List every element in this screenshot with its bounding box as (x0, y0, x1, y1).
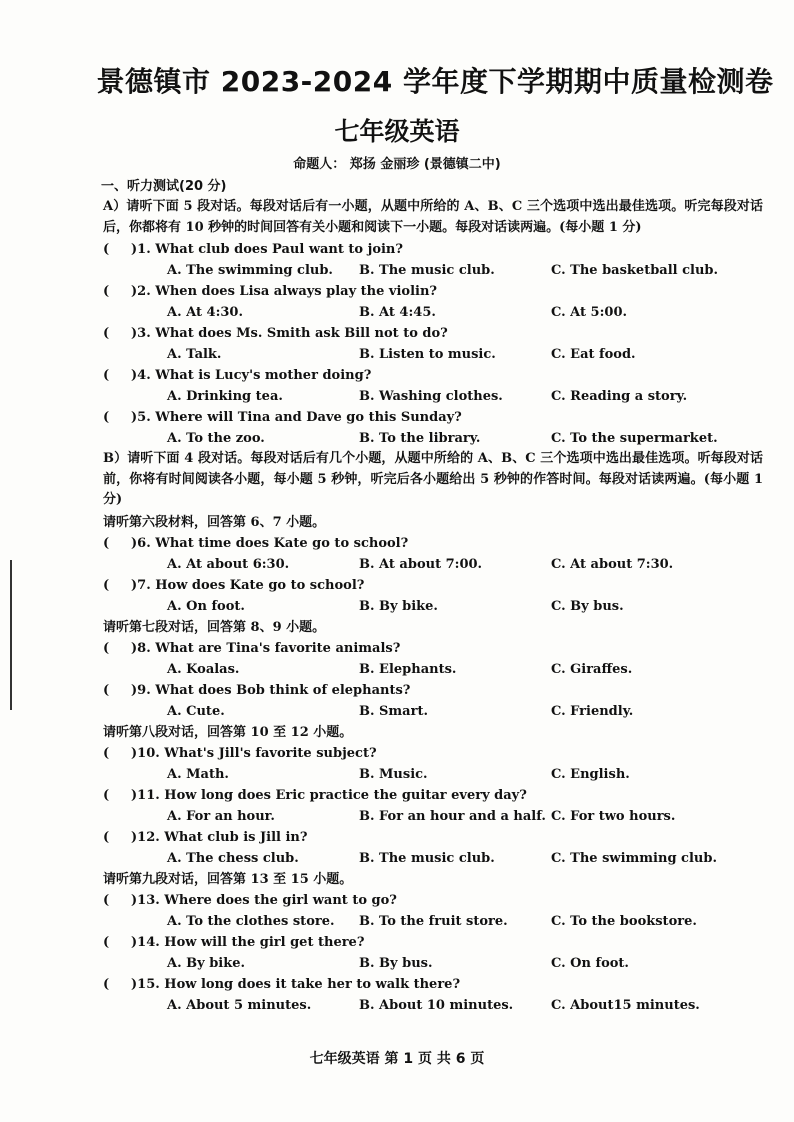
answer-blank[interactable]: ( (103, 577, 110, 593)
options-row (103, 848, 763, 869)
question-group-10-12 (103, 743, 763, 869)
options-row (103, 701, 763, 722)
question-text: )2. When does Lisa always play the violin? (131, 284, 438, 299)
option-c: C. The basketball club. (551, 263, 719, 278)
option-a: A. At 4:30. (167, 305, 243, 320)
option-b: B. Listen to music. (359, 347, 496, 362)
page-footer: 七年级英语 第 1 页 共 6 页 (309, 1051, 485, 1067)
option-b: B. By bus. (359, 955, 433, 971)
options-row (103, 596, 763, 617)
option-a: A. At about 6:30. (167, 556, 290, 572)
option-a: A. By bike. (167, 955, 246, 971)
option-b: B. About 10 minutes. (359, 997, 514, 1013)
answer-blank[interactable]: ( (103, 787, 110, 803)
question-text: )3. What does Ms. Smith ask Bill not to do? (131, 326, 448, 341)
options-row (103, 260, 763, 281)
question-stem (103, 533, 763, 554)
option-c: C. For two hours. (551, 808, 676, 824)
option-a: A. About 5 minutes. (167, 997, 312, 1013)
option-c: C. To the supermarket. (551, 431, 718, 446)
option-a: A. To the zoo. (167, 431, 265, 446)
material-note-9: 请听第九段对话，回答第 13 至 15 小题。 (103, 871, 353, 887)
option-c: C. Eat food. (551, 347, 636, 362)
option-c: C. Giraffes. (551, 661, 633, 677)
option-a: A. To the clothes store. (167, 913, 335, 929)
options-row (103, 386, 763, 407)
options-row (103, 806, 763, 827)
option-a: A. For an hour. (167, 808, 275, 824)
question-text: )10. What's Jill's favorite subject? (131, 745, 377, 761)
question-stem (103, 743, 763, 764)
question-text: )8. What are Tina's favorite animals? (131, 640, 401, 656)
answer-blank[interactable]: ( (103, 535, 110, 551)
question-stem (103, 638, 763, 659)
question-text: )4. What is Lucy's mother doing? (131, 368, 372, 383)
option-a: A. The swimming club. (167, 263, 333, 278)
question-stem (103, 575, 763, 596)
question-stem (103, 827, 763, 848)
option-c: C. About15 minutes. (551, 997, 700, 1013)
material-note-8: 请听第八段对话，回答第 10 至 12 小题。 (103, 724, 353, 740)
question-text: )15. How long does it take her to walk there? (131, 976, 461, 992)
option-c: C. The swimming club. (551, 850, 717, 866)
question-text: )7. How does Kate go to school? (131, 577, 365, 593)
answer-blank[interactable]: ( (103, 640, 110, 656)
option-b: B. Washing clothes. (359, 389, 503, 404)
material-note-7: 请听第七段对话，回答第 8、9 小题。 (103, 619, 326, 635)
option-a: A. Cute. (167, 703, 225, 719)
option-c: C. Friendly. (551, 703, 634, 719)
question-group-8-9 (103, 638, 763, 722)
exam-body (103, 176, 763, 1016)
question-stem (103, 785, 763, 806)
question-stem (103, 680, 763, 701)
options-row (103, 344, 763, 365)
answer-blank[interactable]: ( (103, 242, 110, 257)
option-c: C. At 5:00. (551, 305, 628, 320)
question-text: )12. What club is Jill in? (131, 829, 308, 845)
option-c: C. English. (551, 766, 630, 782)
question-stem (103, 407, 763, 428)
question-text: )1. What club does Paul want to join? (131, 242, 403, 257)
answer-blank[interactable]: ( (103, 284, 110, 299)
question-stem (103, 365, 763, 386)
question-stem (103, 974, 763, 995)
option-c: C. By bus. (551, 598, 624, 614)
question-stem (103, 323, 763, 344)
part-a-questions (103, 239, 763, 449)
option-a: A. On foot. (167, 598, 245, 614)
part-a-instructions: A）请听下面 5 段对话。每段对话后有一小题，从题中所给的 A、B、C 三个选项中选出最佳选项。听完每段对话后，你都将有 10 秒钟的时间回答有关小题和阅读下一小题。每段对话读两遍。(每小题 1 分) (103, 199, 763, 235)
options-row (103, 953, 763, 974)
question-group-13-15 (103, 890, 763, 1016)
question-stem (103, 239, 763, 260)
option-b: B. Smart. (359, 703, 428, 719)
question-stem (103, 890, 763, 911)
question-text: )13. Where does the girl want to go? (131, 892, 397, 908)
exam-authors: 命题人： 郑扬 金丽珍 (景德镇二中) (293, 157, 501, 172)
answer-blank[interactable]: ( (103, 976, 110, 992)
answer-blank[interactable]: ( (103, 892, 110, 908)
option-b: B. Music. (359, 766, 428, 782)
option-c: C. To the bookstore. (551, 913, 697, 929)
option-a: A. Talk. (167, 347, 222, 362)
exam-title: 景德镇市 2023-2024 学年度下学期期中质量检测卷 (96, 65, 774, 98)
question-text: )11. How long does Eric practice the guitar every day? (131, 787, 527, 803)
options-row (103, 764, 763, 785)
question-text: )9. What does Bob think of elephants? (131, 682, 411, 698)
answer-blank[interactable]: ( (103, 368, 110, 383)
option-c: C. Reading a story. (551, 389, 688, 404)
options-row (103, 995, 763, 1016)
answer-blank[interactable]: ( (103, 934, 110, 950)
option-a: A. Koalas. (167, 661, 240, 677)
options-row (103, 302, 763, 323)
material-note-6: 请听第六段材料，回答第 6、7 小题。 (103, 514, 326, 530)
options-row (103, 659, 763, 680)
option-a: A. The chess club. (167, 850, 299, 866)
section-heading: 一、听力测试(20 分) (101, 179, 227, 194)
options-row (103, 911, 763, 932)
question-text: )6. What time does Kate go to school? (131, 535, 409, 551)
question-text: )5. Where will Tina and Dave go this Sunday? (131, 410, 462, 425)
options-row (103, 554, 763, 575)
question-stem (103, 281, 763, 302)
option-b: B. For an hour and a half. (359, 808, 546, 824)
answer-blank[interactable]: ( (103, 829, 110, 845)
question-stem (103, 932, 763, 953)
option-b: B. At about 7:00. (359, 556, 483, 572)
exam-subtitle: 七年级英语 (334, 117, 460, 146)
option-b: B. The music club. (359, 263, 495, 278)
option-b: B. By bike. (359, 598, 438, 614)
answer-blank[interactable]: ( (103, 326, 110, 341)
option-c: C. On foot. (551, 955, 629, 971)
answer-blank[interactable]: ( (103, 410, 110, 425)
question-group-6-7 (103, 533, 763, 617)
part-b-instructions: B）请听下面 4 段对话。每段对话后有几个小题，从题中所给的 A、B、C 三个选项中选出最佳选项。听每段对话前，你将有时间阅读各小题，每小题 5 秒钟，听完后各小题给出 5 秒钟的作答时间。每段对话读两遍。(每小题 1 分) (103, 451, 763, 507)
option-b: B. At 4:45. (359, 305, 436, 320)
option-b: B. The music club. (359, 850, 495, 866)
answer-blank[interactable]: ( (103, 682, 110, 698)
option-c: C. At about 7:30. (551, 556, 674, 572)
option-a: A. Drinking tea. (167, 389, 283, 404)
options-row (103, 428, 763, 449)
option-a: A. Math. (167, 766, 229, 782)
option-b: B. Elephants. (359, 661, 457, 677)
option-b: B. To the fruit store. (359, 913, 508, 929)
question-text: )14. How will the girl get there? (131, 934, 365, 950)
binding-margin-line (10, 560, 12, 710)
option-b: B. To the library. (359, 431, 481, 446)
answer-blank[interactable]: ( (103, 745, 110, 761)
